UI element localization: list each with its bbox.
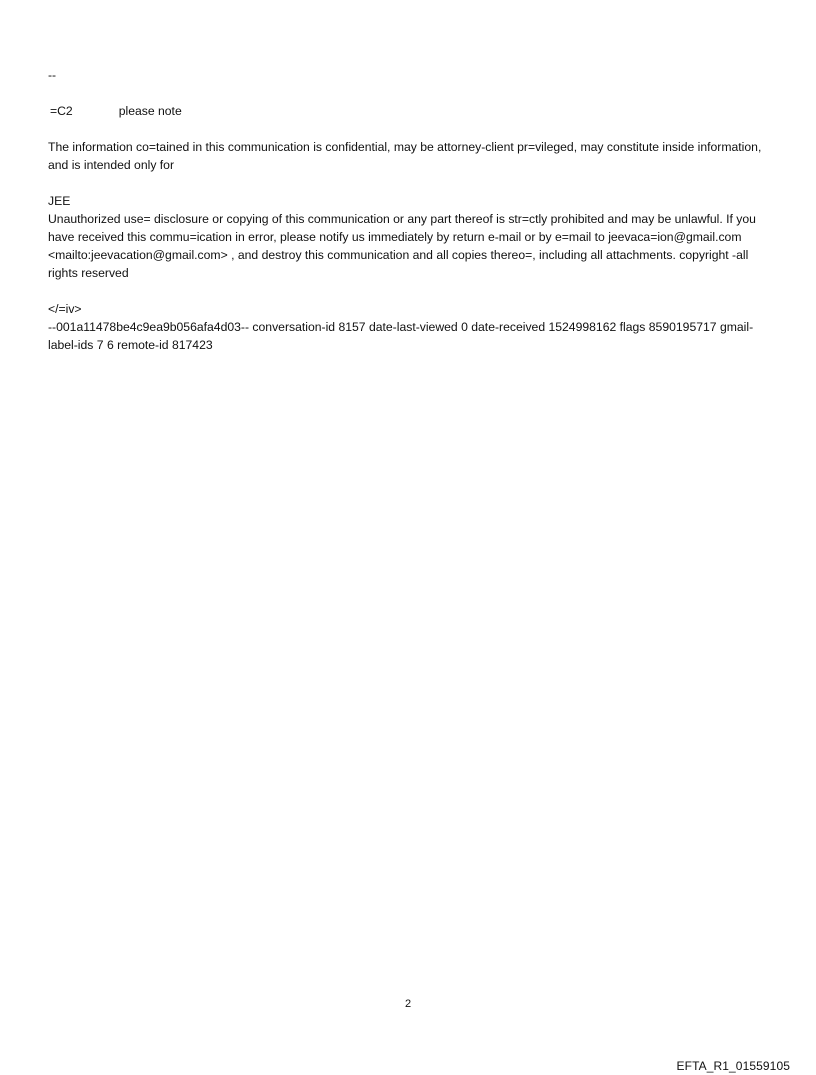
- note-line: [50, 102, 780, 120]
- note-text: please note: [118, 104, 182, 118]
- note-prefix: =C2: [50, 104, 73, 118]
- message-metadata: --001a11478be4c9ea9b056afa4d03-- conversation-id 8157 date-last-viewed 0 date-received 1524998162 flags 8590195717 gmail-label-ids 7 6 remote-id 817423: [48, 320, 754, 352]
- closing-div-tag: </=iv>: [48, 302, 82, 316]
- document-id: EFTA_R1_01559105: [676, 1059, 790, 1073]
- page-number: 2: [404, 998, 412, 1010]
- confidentiality-paragraph: The information co=tained in this communication is confidential, may be attorney-client pr=vileged, may constitute inside information, and is intended only for: [48, 140, 765, 172]
- unauthorized-use-paragraph: Unauthorized use= disclosure or copying of this communication or any part thereof is str=ctly prohibited and may be unlawful. If you have received this commu=ication in error, please notify us immediately by return e-mail or by e=mail to jeevaca=ion@gmail.com <mailto:jeevacation@gmail.com> , and destroy this communication and all copies thereo=, including all attachments. copyright -all rights reserved: [48, 212, 760, 280]
- jee-label: JEE: [48, 194, 71, 208]
- separator-line: --: [48, 68, 57, 82]
